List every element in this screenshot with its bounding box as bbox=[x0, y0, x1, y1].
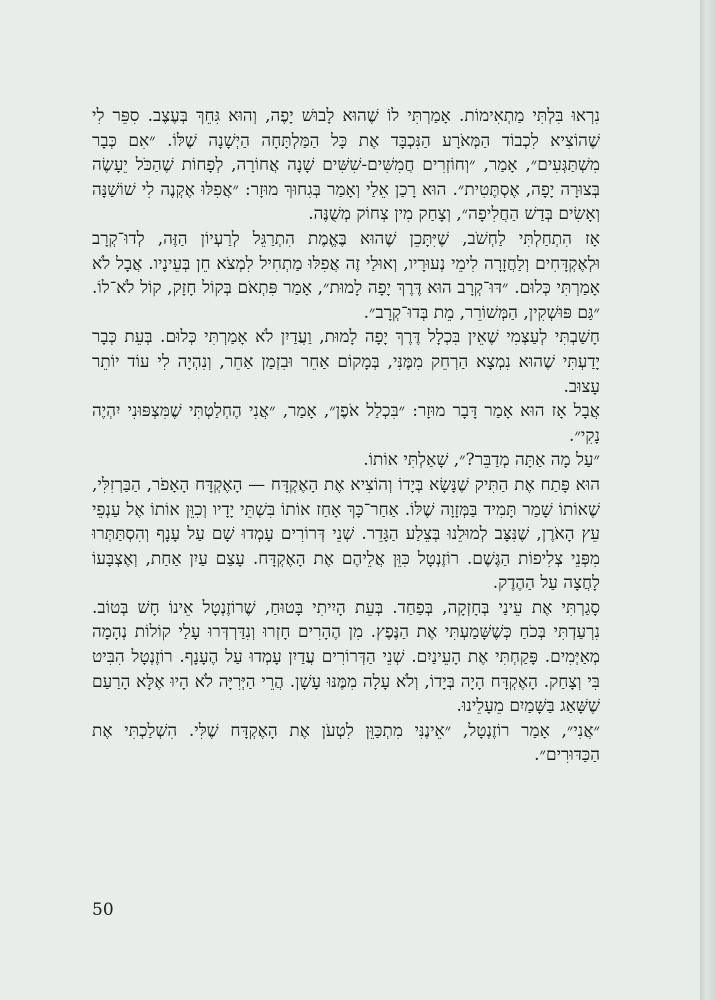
page-number: 50 bbox=[92, 900, 114, 920]
paragraph: נִרְאוּ בִּלְתִּי מַתְאִימוֹת. אָמַרְתִּי לוֹ שֶׁהוּא לָבוּשׁ יָפֶה, וְהוּא גִּחֵךְ בְּעֶצֶב. סִפֵּר לִי שֶׁהוֹצִיא לִכְבוֹד הַמְּאֹרָע הַנִּכְבָּד אֶת כָּל הַמַּלְתָּחָה הַיְשָׁנָה שֶׁלּוֹ. ״אִם כְּבָר מִשְׁתַּגְּעִים״, אָמַר, ״וְחוֹזְרִים חֲמִשִּׁים-שִׁשִּׁים שָׁנָה אֲחוֹרָה, לְפָחוֹת שֶׁהַכֹּל יֵעָשֶׂה בְּצוּרָה יָפָה, אֶסְתֶּטִית״. הוּא רָכַן אֵלַי וְאָמַר בְּגִחוּךְ מוּזָר: ״אֲפִלּוּ אֶקְנֶה לִי שׁוֹשַׁנָּה וְאָשִׂים בְּדַשׁ הַחֲלִיפָה״, וְצָחַק מִין צְחוֹק מְשֻׁנֶּה. bbox=[92, 106, 600, 225]
paragraph: הוּא פָּתַח אֶת הַתִּיק שֶׁנָּשָׂא בְּיָדוֹ וְהוֹצִיא אֶת הָאֶקְדָּח — הָאֶקְדָּח הָאָפֹר, הַבַּרְזִלִּי, שֶׁאוֹתוֹ שָׁמַר תָּמִיד בַּמְּזָוָה שֶׁלּוֹ. אַחַר־כָּךְ אָחַז אוֹתוֹ בִּשְׁתֵּי יָדָיו וְכִוֵּן אוֹתוֹ אֶל עַנְפֵי עֵץ הָאֹרֶן, שֶׁנִּצָּב לְמוּלֵנוּ בְּצֵלַע הַגָּדֵר. שְׁנֵי דְּרוֹרִים עָמְדוּ שָׁם עַל עָנָף וְהִסְתַּתְּרוּ מִפְּנֵי צְלִיפוֹת הַגֶּשֶׁם. רוֹזֶנְטָל כִּוֵּן אֲלֵיהֶם אֶת הָאֶקְדָּח. עָצַם עַיִן אַחַת, וְאֶצְבָּעוֹ לָחֲצָה עַל הַהֶדֶק. bbox=[92, 474, 600, 594]
paragraph: סָגַרְתִּי אֶת עֵינַי בְּחָזְקָה, בְּפַחַד. בְּעֵת הָיִיתִי בָּטוּחַ, שֶׁרוֹזֶנְטָל אֵינוֹ חָשׁ בְּטוֹב. נִרְעַדְתִּי בְּכֹחַ כְּשֶׁשָּׁמַעְתִּי אֶת הַנֶּפֶץ. מִן הֶהָרִים חָזְרוּ וְנִדַּרְדְּרוּ עָלַי קוֹלוֹת נְהָמָה מְאַיְּמִים. פָּקַחְתִּי אֶת הָעֵינַיִם. שְׁנֵי הַדְּרוֹרִים עֲדַיִן עָמְדוּ עַל הֶעָנָף. רוֹזֶנְטָל הִבִּיט בִּי וְצָחַק. הָאֶקְדָּח הָיָה בְּיָדוֹ, וְלֹא עָלָה מִמֶּנּוּ עָשָׁן. הֲרֵי הַיְּרִיָּה לֹא הָיוּ אֶלָּא הָרַעַם שֶׁשָּׁאַג בַּשָּׁמַיִם מֵעָלֵינוּ. bbox=[92, 597, 600, 717]
paragraph: ״עַל מָה אַתָּה מְדַבֵּר?״, שָׁאַלְתִּי אוֹתוֹ. bbox=[363, 450, 600, 471]
page-edge bbox=[700, 0, 716, 1000]
body-text bbox=[92, 104, 600, 768]
paragraph: אֲבָל אָז הוּא אָמַר דָּבָר מוּזָר: ״בִּכְלַל אֹפֶן״, אָמַר, ״אֲנִי הֶחְלַטְתִּי שֶׁמִּצְפּוּנִי יִהְיֶה נָקִי״. bbox=[92, 401, 600, 446]
paragraph: ״אֲנִי״, אָמַר רוֹזֶנְטָל, ״אֵינֶנִּי מִתְכַּוֵּן לִטְעֹן אֶת הָאֶקְדָּח שֶׁלִּי. הִשְׁלַכְתִּי אֶת הַכַּדּוּרִים״. bbox=[92, 720, 600, 766]
paragraph: אָז הִתְחַלְתִּי לַחְשֹׁב, שֶׁיִּתָּכֵן שֶׁהוּא בֶּאֱמֶת הִתְרַגֵּל לְרַעְיוֹן הַזֶּה, לְדוּ־קְרָב וּלְאֶקְדָּחִים וְלַחֲזָרָה לִימֵי נְעוּרָיו, וְאוּלַי זֶה אֲפִלּוּ מַתְחִיל לִמְצֹא חֵן בְּעֵינָיו. אֲבָל לֹא אָמַרְתִּי כְּלוּם. ״דּוּ־קְרָב הוּא דֶּרֶךְ יָפָה לָמוּת״, אָמַר פִּתְאֹם בְּקוֹל חָזָק, קוֹל לֹא־לוֹ. ״גַּם פּוּשְׁקִין, הַמְּשׁוֹרֵר, מֵת בְּדוּ־קְרָב״. bbox=[92, 228, 600, 323]
paragraph: חָשַׁבְתִּי לְעַצְמִי שֶׁאֵין בִּכְלָל דֶּרֶךְ יָפָה לָמוּת, וַעֲדַיִן לֹא אָמַרְתִּי כְּלוּם. בְּעֵת כְּבָר יָדַעְתִּי שֶׁהוּא נִמְצָא הַרְחֵק מִמֶּנִּי, בְּמָקוֹם אַחֵר וּבִזְמַן אַחֵר, וְנִהְיָה לִי עוֹד יוֹתֵר עָצוּב. bbox=[92, 327, 600, 397]
